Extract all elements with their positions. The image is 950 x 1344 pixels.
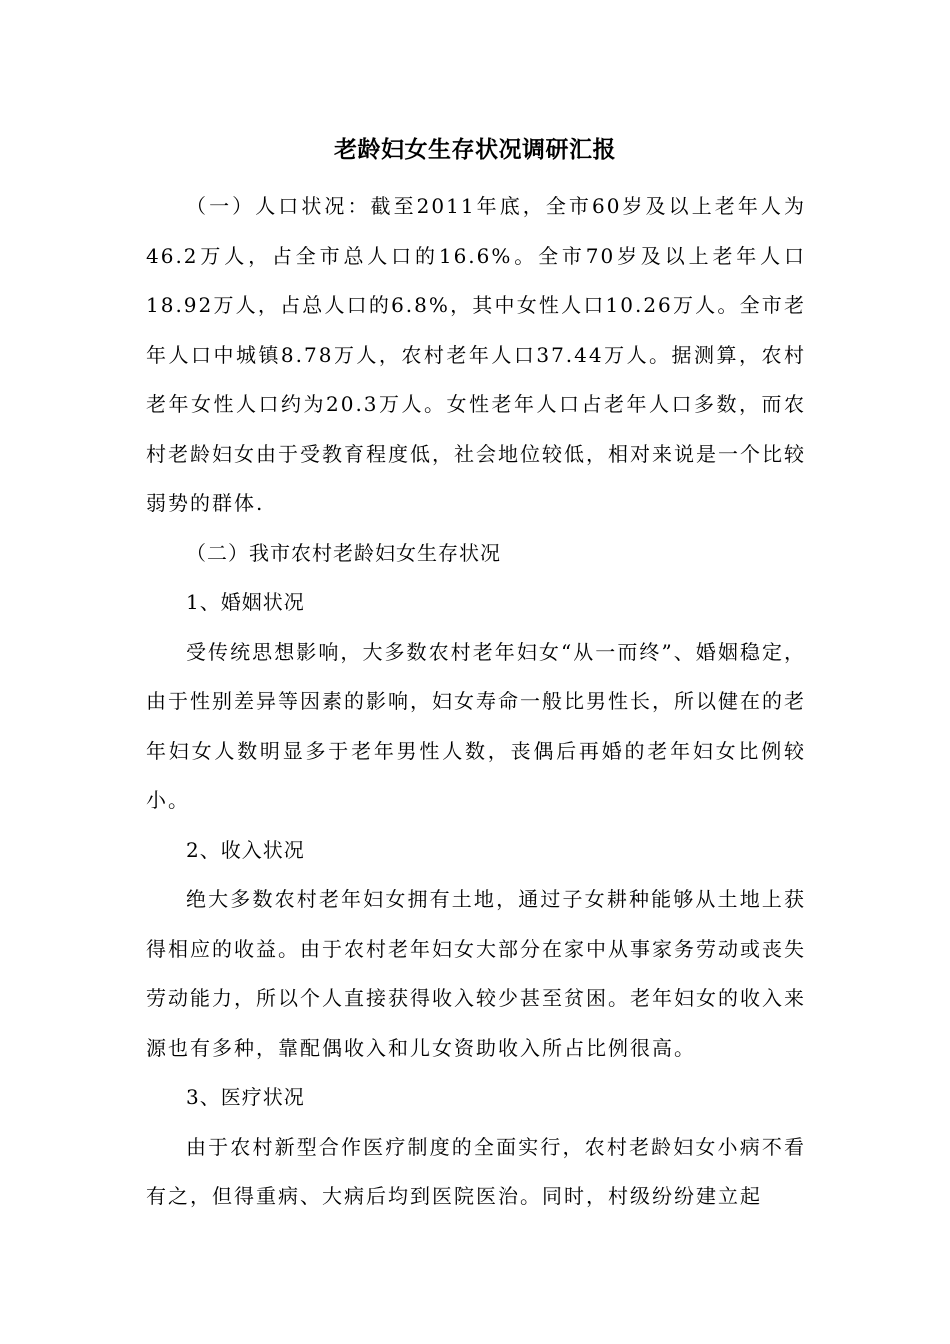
section-heading-rural-women: （二）我市农村老龄妇女生存状况 [186,540,501,565]
paragraph-marriage: 受传统思想影响，大多数农村老年妇女“从一而终”、婚姻稳定，由于性别差异等因素的影响，妇女寿命一般比男性长，所以健在的老年妇女人数明显多于老年男性人数，丧偶后再婚的老年妇女比例较小。 [146,639,806,812]
paragraph-population-status: （一）人口状况：截至2011年底，全市60岁及以上老年人为46.2万人，占全市总人口的16.6%。全市70岁及以上老年人口18.92万人，占总人口的6.8%，其中女性人口10.26万人。全市老年人口中城镇8.78万人，农村老年人口37.44万人。据测算，农村老年女性人口约为20.3万人。女性老年人口占老年人口多数，而农村老龄妇女由于受教育程度低，社会地位较低，相对来说是一个比较弱势的群体. [146,194,806,515]
subheading-income: 2、收入状况 [186,837,305,862]
paragraph-income: 绝大多数农村老年妇女拥有土地，通过子女耕种能够从土地上获得相应的收益。由于农村老年妇女大部分在家中从事家务劳动或丧失劳动能力，所以个人直接获得收入较少甚至贫困。老年妇女的收入来源也有多种，靠配偶收入和儿女资助收入所占比例很高。 [146,887,806,1060]
subheading-marriage: 1、婚姻状况 [186,590,305,614]
document-title: 老龄妇女生存状况调研汇报 [334,137,616,163]
document-body [146,182,806,1222]
paragraph-medical: 由于农村新型合作医疗制度的全面实行，农村老龄妇女小病不看有之，但得重病、大病后均到医院医治。同时，村级纷纷建立起 [146,1134,806,1208]
subheading-medical: 3、医疗状况 [186,1085,305,1109]
